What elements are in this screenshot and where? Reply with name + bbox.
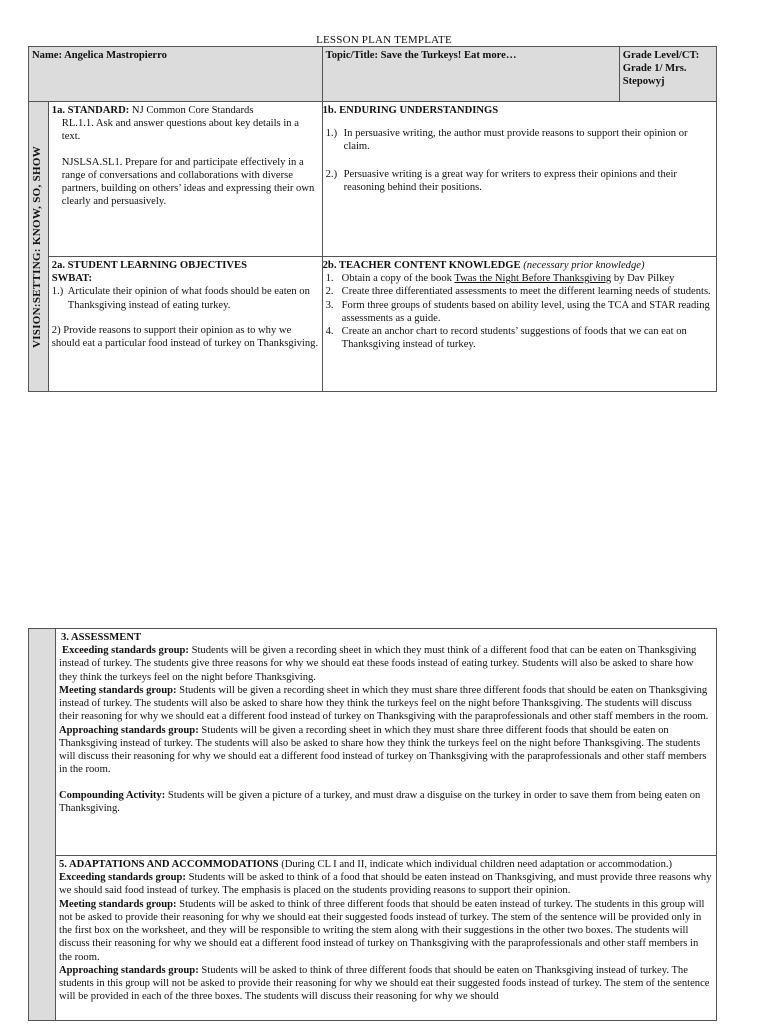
list-item: 2.) Persuasive writing is a great way for writers to express their opinions and their reasoning behind their positions.	[325, 168, 677, 193]
objectives-cell	[48, 257, 322, 392]
assessment-row	[29, 629, 717, 856]
standard-heading-rest: NJ Common Core Standards	[131, 105, 254, 116]
book-title: Twas the Night Before Thanksgiving	[454, 273, 612, 285]
enduring-list	[326, 127, 713, 194]
teacher-heading-note: (necessary prior knowledge)	[523, 260, 645, 271]
standard-cell	[48, 102, 322, 257]
list-item: 4. Create an anchor chart to record students’ suggestions of foods that we can eat on Thanksgiving instead of turkey.	[325, 326, 687, 351]
standards-row	[29, 102, 717, 257]
list-item: 2. Create three differentiated assessments to meet the different learning needs of students.	[325, 286, 711, 298]
objectives-heading: 2a. STUDENT LEARNING OBJECTIVES	[51, 260, 248, 271]
grade-cell: Grade Level/CT: Grade 1/ Mrs. Stepowyj	[619, 47, 716, 102]
list-item: 3. Form three groups of students based on ability level, using the TCA and STAR reading assessments as a guide.	[325, 299, 710, 324]
standard-line-2: NJSLSA.SL1. Prepare for and participate effectively in a range of conversations and collaborations with diverse partners, building on others’ ideas and expressing their own clearly and persuasively.	[61, 156, 315, 208]
teacher-heading: 2b. TEACHER CONTENT KNOWLEDGE	[322, 260, 521, 271]
list-item: 1.) In persuasive writing, the author must provide reasons to support their opinion or claim.	[325, 128, 688, 153]
adaptations-row	[29, 856, 717, 1021]
bottom-side-cell	[29, 629, 56, 1021]
adaptations-exceeding: Students will be asked to think of a food that should be eaten instead on Thanksgiving, and must provide three reasons why we should said food instead of turkey. The emphasis is placed on the students providing reasons to support their opinion.	[59, 872, 712, 897]
enduring-heading: 1b. ENDURING UNDERSTANDINGS	[322, 105, 499, 116]
objectives-row	[29, 257, 717, 392]
objective-2: 2) Provide reasons to support their opinion as to why we should eat a particular food instead of turkey on Thanksgiving.	[51, 324, 319, 350]
standard-line-1: RL.1.1. Ask and answer questions about key details in a text.	[61, 118, 299, 143]
topic-cell: Topic/Title: Save the Turkeys! Eat more…	[322, 47, 619, 102]
teacher-list	[326, 272, 713, 351]
side-label: VISION:SETTING: KNOW, SO, SHOW	[31, 145, 44, 348]
list-item: 1. Obtain a copy of the book Twas the Night Before Thanksgiving by Dav Pilkey	[325, 273, 675, 285]
assessment-compounding: Students will be given a picture of a turkey, and must draw a disguise on the turkey in order to save them from being eaten on Thanksgiving.	[59, 789, 701, 814]
enduring-cell	[322, 102, 716, 257]
side-label-cell	[29, 102, 49, 392]
teacher-knowledge-cell	[322, 257, 716, 392]
adaptations-meeting: Students will be asked to think of three different foods that should be eaten instead of turkey. The students in this group will not be asked to provide their reasoning for why we should eat their suggested foods instead of turkey. The stem of the sentence will be provided only in the first box on the worksheet, and they will be responsible to writing the stem along with their suggestions in the other two boxes. The students will discuss their reasoning for why we should eat a different food instead of turkey on Thanksgiving with the paraprofessionals and other staff members in the room.	[59, 898, 705, 963]
header-row	[29, 47, 717, 102]
assessment-heading: 3. ASSESSMENT	[61, 632, 142, 643]
name-cell: Name: Angelica Mastropierro	[29, 47, 323, 102]
assessment-meeting: Students will be given a recording sheet in which they must share three different foods that should be eaten on Thanksgiving instead of turkey. The students will also be asked to share how they think the turkeys feel on the night before Thanksgiving. The students will discuss their reasoning for why we should eat a different food instead of turkey on Thanksgiving with the paraprofessionals and other staff members in the room.	[59, 684, 709, 723]
lesson-plan-top-table	[28, 46, 717, 392]
assessment-approaching: Students will be given a recording sheet in which they must share three different foods that should be eaten on Thanksgiving instead of turkey. The students will also be asked to share how they think the turkeys feel on the night before Thanksgiving. The students will discuss their reasoning for why we should eat a different food instead of turkey on Thanksgiving with the paraprofessionals and other staff members in the room.	[59, 724, 707, 776]
objective-1: 1.) Articulate their opinion of what foods should be eaten on Thanksgiving instead of eating turkey.	[51, 286, 310, 311]
adaptations-heading: 5. ADAPTATIONS AND ACCOMMODATIONS	[59, 859, 279, 870]
lesson-plan-bottom-table	[28, 628, 717, 1021]
standard-heading: 1a. STANDARD:	[51, 105, 130, 116]
assessment-cell: 3. ASSESSMENT Exceeding standards group: Students will be given a recording sheet in which they must think of a different food that can be eaten on Thanksgiving instead of turkey. The students give three reasons for why we should eat these foods instead of eating turkey. Students will also be asked to share how they think the turkeys feel on the night before Thanksgiving. Meeting standards group: Students will be given a recording sheet in which they must share three different foods that should be eaten on Thanksgiving instead of turkey. The students will also be asked to share how they think the turkeys feel on the night before Thanksgiving. The students will discuss their reasoning for why we should eat a different food instead of turkey on Thanksgiving with the paraprofessionals and other staff members in the room. Approaching standards group: Students will be given a recording sheet in which they must share three different foods that should be eaten on Thanksgiving instead of turkey. The students will also be asked to share how they think the turkeys feel on the night before Thanksgiving. The students will discuss their reasoning for why we should eat a different food instead of turkey on Thanksgiving with the paraprofessionals and other staff members in the room. Compounding Activity: Students will be given a picture of a turkey, and must draw a disguise on the turkey in order to save them from being eaten on Thanksgiving.	[56, 629, 717, 856]
objectives-sub: SWBAT:	[51, 273, 92, 285]
assessment-exceeding: Students will be given a recording sheet in which they must think of a different food that can be eaten on Thanksgiving instead of turkey. The students give three reasons for why we should eat these foods instead of eating turkey. Students will also be asked to share how they think the turkeys feel on the night before Thanksgiving.	[59, 645, 697, 683]
adaptations-cell: 5. ADAPTATIONS AND ACCOMMODATIONS (During CL I and II, indicate which individual children need adaptation or accommodation.) Exceeding standards group: Students will be asked to think of a food that should be eaten instead on Thanksgiving, and must provide three reasons why we should said food instead of turkey. The emphasis is placed on the students providing reasons to support their opinion. Meeting standards group: Students will be asked to think of three different foods that should be eaten instead of turkey. The students in this group will not be asked to provide their reasoning for why we should eat their suggested foods instead of turkey. The stem of the sentence will be provided only in the first box on the worksheet, and they will be responsible to writing the stem along with their suggestions in the other two boxes. The students will discuss their reasoning for why we should eat a different food instead of turkey on Thanksgiving with the paraprofessionals and other staff members in the room. Approaching standards group: Students will be asked to think of three different foods that should be eaten on Thanksgiving instead of turkey. The students in this group will not be asked to provide their reasoning for why we should eat their suggested foods instead of turkey. The stem of the sentence will be provided in each of the three boxes. The students will discuss their reasoning for why we should	[56, 856, 717, 1021]
page-title: LESSON PLAN TEMPLATE	[316, 34, 452, 46]
adaptations-heading-note: (During CL I and II, indicate which individual children need adaptation or accommodation.)	[278, 859, 673, 870]
adaptations-approaching: Students will be asked to think of three different foods that should be eaten on Thanksgiving instead of turkey. The students in this group will not be asked to provide their reasoning for why we should eat their suggested foods instead of turkey. The stem of the sentence will be provided in each of the three boxes. The students will discuss their reasoning for why we should	[59, 964, 710, 1003]
